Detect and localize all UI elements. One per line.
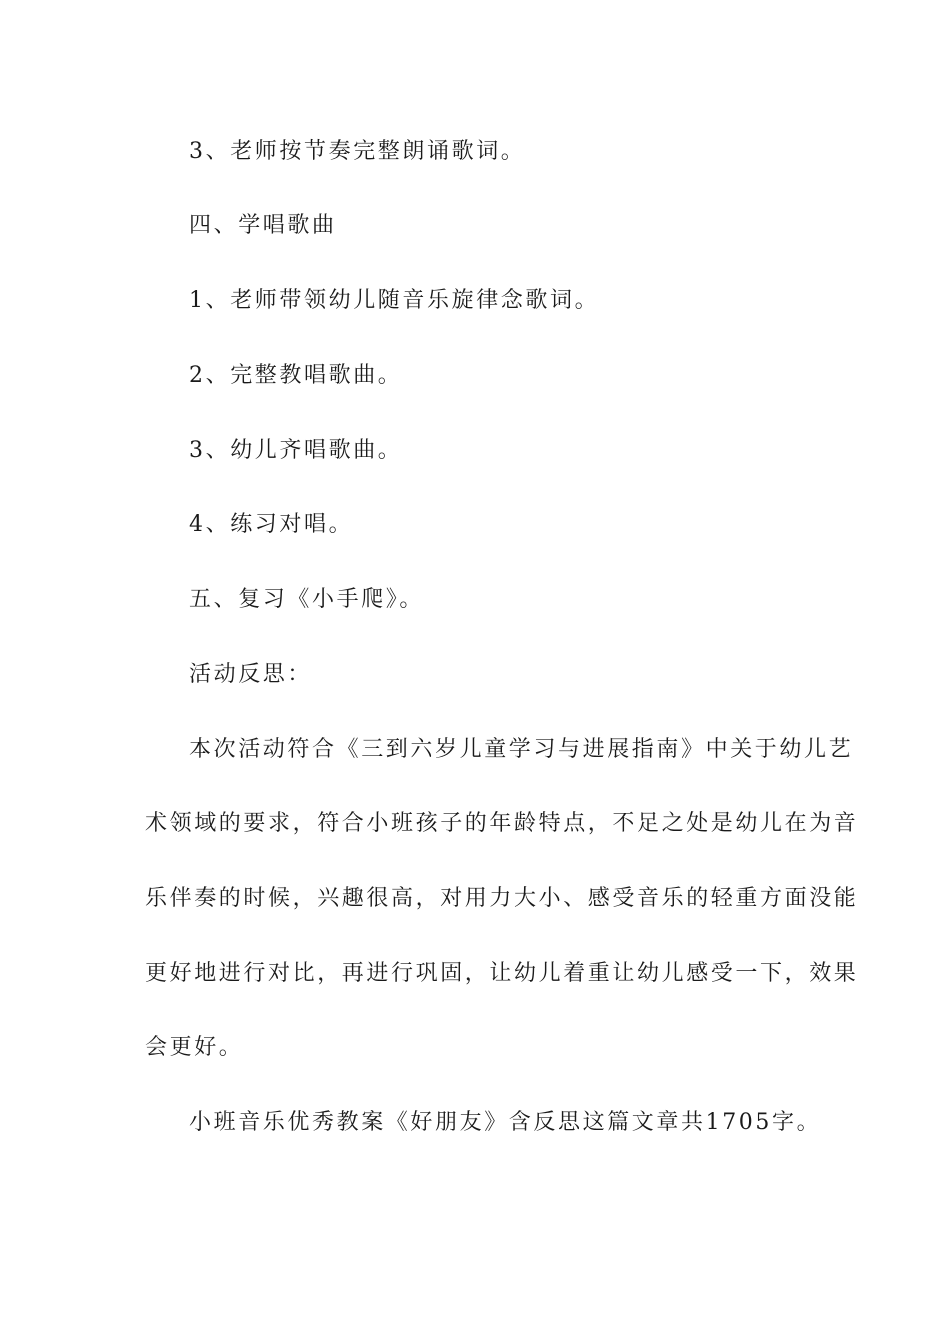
step-3-recite: 3、老师按节奏完整朗诵歌词。 <box>189 139 526 164</box>
reflection-paragraph-line-2: 术领域的要求，符合小班孩子的年龄特点，不足之处是幼儿在为音 <box>145 811 859 836</box>
reflection-paragraph-line-4: 更好地进行对比，再进行巩固，让幼儿着重让幼儿感受一下，效果 <box>145 961 859 986</box>
section-five-heading: 五、复习《小手爬》。 <box>189 587 425 612</box>
step-4-duet: 4、练习对唱。 <box>189 512 354 537</box>
section-four-heading: 四、学唱歌曲 <box>189 213 337 238</box>
step-2-teach: 2、完整教唱歌曲。 <box>189 363 403 388</box>
step-1-chant: 1、老师带领幼儿随音乐旋律念歌词。 <box>189 288 600 313</box>
reflection-paragraph-line-1: 本次活动符合《三到六岁儿童学习与进展指南》中关于幼儿艺 <box>189 737 854 762</box>
article-word-count: 小班音乐优秀教案《好朋友》含反思这篇文章共1705字。 <box>189 1110 822 1135</box>
step-3-sing: 3、幼儿齐唱歌曲。 <box>189 438 403 463</box>
reflection-heading: 活动反思： <box>189 662 313 687</box>
reflection-paragraph-line-5: 会更好。 <box>145 1035 244 1060</box>
reflection-paragraph-line-3: 乐伴奏的时候，兴趣很高，对用力大小、感受音乐的轻重方面没能 <box>145 886 859 911</box>
